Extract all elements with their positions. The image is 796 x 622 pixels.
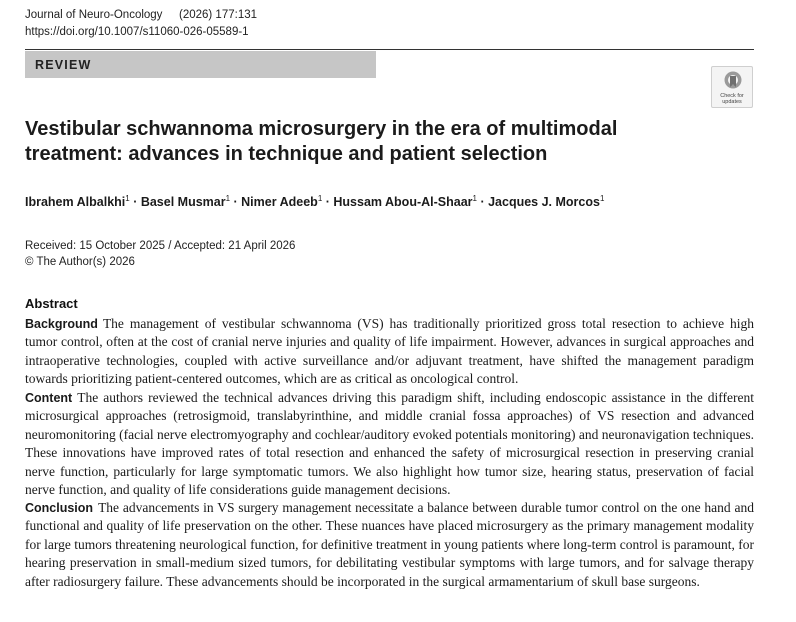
badge-line1: Check for — [720, 93, 744, 99]
header-divider — [25, 49, 754, 50]
author[interactable]: Jacques J. Morcos$^1$ — [488, 194, 605, 210]
abstract-background — [25, 315, 754, 389]
copyright-line: © The Author(s) 2026 — [25, 256, 135, 268]
received-accepted-dates: Received: 15 October 2025 / Accepted: 21 April 2026 — [25, 240, 296, 252]
bookmark-icon — [723, 70, 743, 92]
author-separator: · — [129, 195, 141, 210]
check-for-updates-badge[interactable] — [711, 66, 753, 108]
abstract-heading: Abstract — [25, 296, 78, 311]
content-text: The authors reviewed the technical advances driving this paradigm shift, including endoscopic assistance in the different microsurgical approaches (retrosigmoid, translabyrinthine, and middle cranial fossa approaches) of VS resection and advanced neuromonitoring (facial nerve electromyography and cochlear/auditory evoked potentials monitoring) and neuronavigation techniques. These innovations have improved rates of total resection and enhanced the safety of microsurgical resection in preserving cranial nerve function, particularly for large symptomatic tumors. We also highlight how tumor size, hearing status, preservation of facial nerve function, and quality of life considerations guide management decisions. — [25, 390, 754, 498]
author-list — [25, 194, 604, 209]
volume-citation: (2026) 177:131 — [179, 9, 258, 21]
content-heading: Content — [25, 391, 73, 405]
section-banner — [25, 51, 376, 78]
author[interactable]: Basel Musmar$^1$ — [140, 194, 231, 210]
author[interactable]: Ibrahem Albalkhi$^1$ — [25, 194, 130, 210]
author-separator: · — [476, 195, 489, 210]
background-heading: Background — [25, 317, 98, 331]
conclusion-heading: Conclusion — [25, 501, 94, 515]
author-separator: · — [230, 195, 242, 210]
journal-name: Journal of Neuro-Oncology — [25, 9, 163, 21]
author[interactable]: Hussam Abou-Al-Shaar$^1$ — [333, 194, 477, 210]
article-title: Vestibular schwannoma microsurgery in the era of multimodal treatment: advances in technique and patient selection — [25, 118, 618, 165]
author-separator: · — [322, 195, 334, 210]
section-label: REVIEW — [35, 58, 92, 72]
conclusion-text: The advancements in VS surgery management necessitate a balance between durable tumor control on the one hand and functional and quality of life preservation on the other. These nuances have placed microsurgery as the primary management modality for large tumors threatening neurological function, for definitive treatment in young patients where long-term control is paramount, for hearing preservation in small-medium sized tumors, for debilitating vestibular symptoms with large tumors, and for salvage therapy after radiosurgery failure. These advancements should be incorporated in the surgical armamentarium of skull base surgeons. — [25, 500, 754, 589]
doi-link[interactable]: https://doi.org/10.1007/s11060-026-05589-1 — [25, 26, 249, 38]
author[interactable]: Nimer Adeeb$^1$ — [241, 194, 323, 210]
background-text: The management of vestibular schwannoma (VS) has traditionally prioritized gross total resection to achieve high tumor control, often at the cost of cranial nerve injuries and quality of life impairment. However, advances in surgical approaches and intraoperative technologies, coupled with active surveillance and/or adjuvant treatment, have shifted the management paradigm towards prioritizing patient-centered outcomes, which are as critical as oncological control. — [25, 316, 754, 387]
abstract-conclusion — [25, 499, 754, 591]
abstract-content — [25, 389, 754, 499]
badge-line2: updates — [722, 99, 742, 105]
